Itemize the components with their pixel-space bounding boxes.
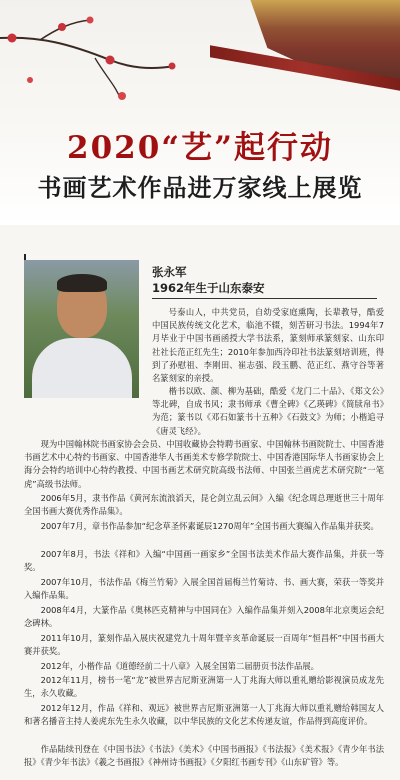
artist-birth: 1962年生于山东泰安 — [152, 281, 265, 295]
exhibition-title: 2020“艺”起行动 — [67, 130, 333, 166]
bio-paragraph: 楷书以欧、颜、柳为基础，酷爱《龙门二十品》、《郑文公》等北碑，自成书风；隶书师承《曹全碑》《乙瑛碑》《简牍帛书》为范；篆书以《邓石如篆书十五种》《石鼓文》为师；小楷追寻《唐灵飞经》。 — [152, 386, 384, 436]
bio-paragraph: 2007年8月，书法《祥和》入编“中国画一画家乡”全国书法美术作品大赛作品集，并获一等奖。 — [24, 549, 384, 573]
bio-paragraph: 2006年5月，隶书作品《黄河东流浪滔天，昆仑剑立乱云间》入编《纪念周总理逝世三十周年全国书画大赛优秀作品集》。 — [24, 493, 384, 517]
bio-paragraph: 作品陆续刊登在《中国书法》《书法》《美术》《中国书画报》《书法报》《美术报》《青少年书法报》《青少年书法》《羲之书画报》《神州诗书画报》《夕阳红书画专刊》《山东矿管》等。 — [24, 744, 384, 768]
bio-paragraph: 号泰山人，中共党员，自幼受家庭熏陶，长辈教导，酷爱中国民族传统文化艺术，临池不辍，刻苦研习书法。1994年7月毕业于中国书画函授大学书法系，篆刻师承篆刻家、山东印社社长范正红先生；2010年参加西泠印社书法篆刻培训班，得到了孙慰祖、李刚田、崔志强、段玉鹏、范正红、燕守谷等著名篆刻家的亲授。 — [152, 307, 384, 384]
exhibition-subtitle: 书画艺术作品进万家线上展览 — [37, 173, 363, 202]
bio-paragraph: 2012年11月，榜书一笔“龙”被世界吉尼斯亚洲第一人丁兆海大师以重礼赠给影视演员成龙先生，永久收藏。 — [24, 675, 384, 699]
bio-paragraph: 2012年12月，作品《祥和、观远》被世界吉尼斯亚洲第一人丁兆海大师以重礼赠给韩国友人和著名播音主持人姜虎东先生永久收藏，以中华民族的文化艺术传递友谊，作品得到高度评价。 — [24, 703, 384, 727]
artist-name: 张永军 — [152, 265, 187, 279]
bio-paragraph: 2008年4月，大篆作品《奥林匹克精神与中国同在》入编作品集并刻入2008年北京奥运会纪念碑林。 — [24, 605, 384, 629]
plum-blossom-branch — [0, 0, 200, 110]
bio-paragraph: 2011年10月，篆刻作品入展庆祝建党九十周年暨辛亥革命诞辰一百周年“恒昌杯”中国书画大赛并获奖。 — [24, 633, 384, 657]
header-banner — [0, 0, 400, 225]
artist-photo — [24, 260, 139, 398]
artist-hair — [57, 274, 107, 292]
bio-paragraph: 2012年，小楷作品《道德经前二十八章》入展全国第二届册页书法作品展。 — [40, 661, 319, 671]
bio-paragraph: 现为中国翰林院书画家协会会员、中国收藏协会特聘书画家、中国翰林书画院院士、中国香港书画艺术中心特约书画家、中国香港华人书画美术专修学院院士、中国香港国际华人书画家协会上海分会特约培训中心特约教授、中国书画艺术研究院高级书法师、中国张兰画虎艺术研究院“一笔虎”高级书法师。 — [24, 439, 384, 489]
bio-paragraph: 2007年10月，书法作品《梅兰竹菊》入展全国首届梅兰竹菊诗、书、画大赛，荣获一等奖并入编作品集。 — [24, 577, 384, 601]
divider — [152, 298, 377, 299]
artist-shirt — [32, 338, 132, 398]
bio-paragraph: 2007年7月，章书作品参加“纪念草圣怀素诞辰1270周年”全国书画大赛编入作品集并获奖。 — [40, 521, 379, 531]
